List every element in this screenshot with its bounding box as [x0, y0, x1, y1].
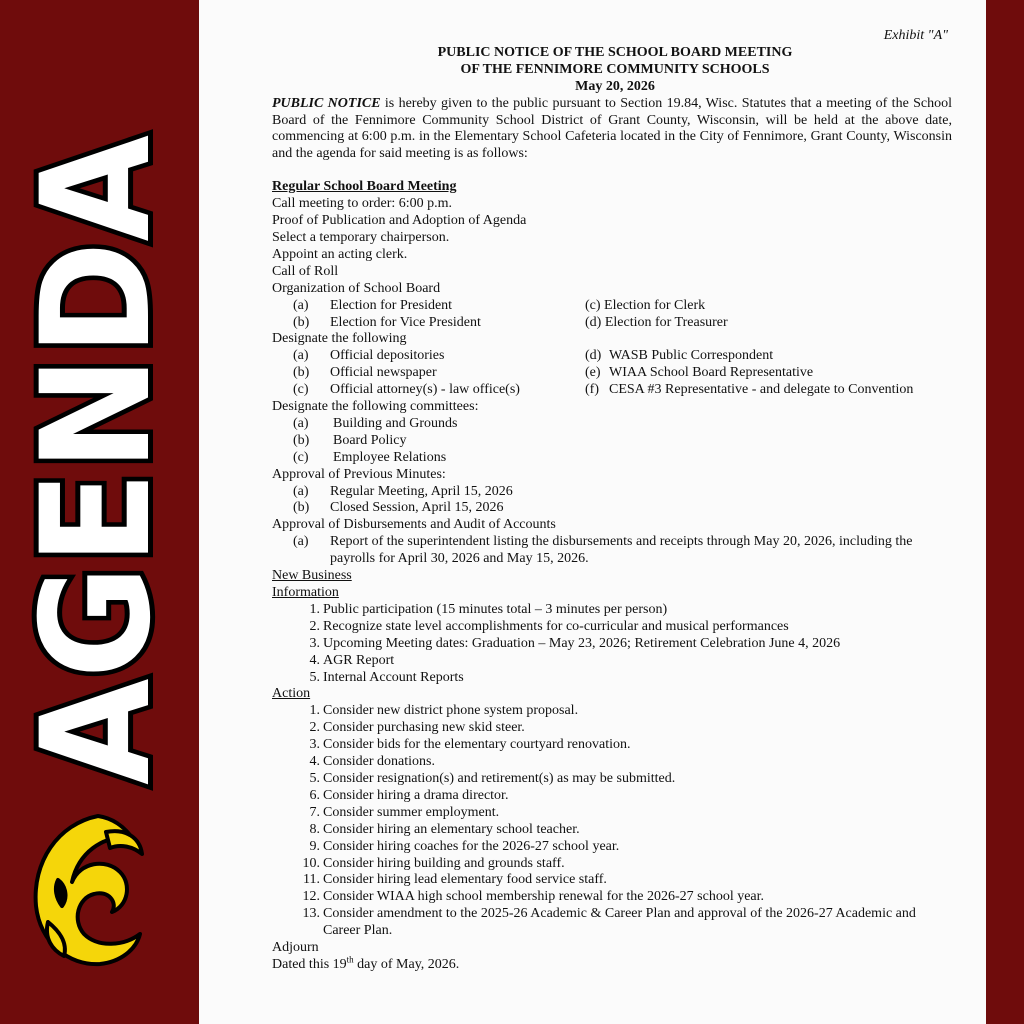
list-item [272, 703, 952, 720]
item-text: Report of the superintendent listing the disbursements and receipts through May 20, 2026, including the payrolls for April 30, 2026 and May 15, 2026. [330, 534, 913, 567]
list-item [272, 382, 952, 399]
item-text: Consider hiring a drama director. [323, 787, 509, 803]
item-text: Closed Session, April 15, 2026 [330, 500, 504, 516]
item-number: 2. [309, 618, 320, 634]
notice-date: May 20, 2026 [575, 78, 655, 94]
list-item [272, 602, 952, 619]
item-text: Consider amendment to the 2025-26 Academic & Career Plan and approval of the 2026-27 Academic and Career Plan. [323, 906, 916, 939]
item-letter: (b) [293, 500, 310, 516]
item-text: Consider summer employment. [323, 804, 500, 820]
item-number: 3. [309, 635, 320, 651]
information-heading: Information [272, 585, 339, 600]
list-item [272, 315, 952, 332]
list-item [272, 450, 952, 467]
item-letter: (a) [293, 297, 309, 313]
list-item [272, 484, 952, 501]
item-number: 1. [309, 703, 320, 719]
action-list [272, 703, 952, 940]
agenda-vertical-title [10, 77, 184, 790]
intro-lead: PUBLIC NOTICE [272, 95, 381, 111]
item-text: Consider hiring coaches for the 2026-27 school year. [323, 838, 620, 854]
item-text: AGR Report [323, 652, 395, 668]
action-heading: Action [272, 686, 311, 702]
item-number: 5. [309, 770, 320, 786]
list-item [272, 889, 952, 906]
item-text: Board Policy [333, 432, 407, 448]
disbursements-title: Approval of Disbursements and Audit of Accounts [272, 517, 556, 533]
item-text: Public participation (15 minutes total – 3 minutes per person) [323, 601, 668, 617]
item-number: 6. [309, 787, 320, 803]
dated-line [272, 954, 952, 974]
item-text: Consider hiring an elementary school teacher. [323, 821, 580, 837]
item-number: 3. [309, 737, 320, 753]
list-item [272, 619, 952, 636]
list-item [272, 872, 952, 889]
intro-text: is hereby given to the public pursuant to Section 19.84, Wisc. Statutes that a meeting of the School Board of the Fennimore Community School District of Grant County, Wisconsin, will be held at the above date, commencing at 6:00 p.m. in the Elementary School Cafeteria located in the City of Fennimore, Grant County, Wisconsin and the agenda for said meeting is as follows: [272, 95, 953, 162]
designate-list [272, 348, 952, 399]
item-text: (d) Election for Treasurer [585, 314, 728, 330]
designate-title: Designate the following [272, 331, 407, 347]
item-letter: (a) [293, 415, 309, 431]
item-text: (c) Election for Clerk [585, 297, 706, 313]
list-item [272, 856, 952, 873]
item-letter: (e) [585, 365, 601, 381]
item-text: WASB Public Correspondent [609, 348, 774, 364]
item-letter: (b) [293, 432, 310, 448]
minutes-list [272, 484, 952, 518]
information-list [272, 602, 952, 687]
item-text: Consider WIAA high school membership renewal for the 2026-27 school year. [323, 889, 765, 905]
list-item [272, 754, 952, 771]
list-item [272, 416, 952, 433]
agenda-line: Call meeting to order: 6:00 p.m. [272, 196, 453, 212]
list-item [272, 365, 952, 382]
list-item [272, 720, 952, 737]
notice-title: PUBLIC NOTICE OF THE SCHOOL BOARD MEETING [437, 44, 793, 60]
list-item [272, 348, 952, 365]
list-item [272, 788, 952, 805]
agenda-line: Select a temporary chairperson. [272, 229, 450, 245]
item-text: Internal Account Reports [323, 669, 464, 685]
item-text: Consider bids for the elementary courtyard renovation. [323, 737, 631, 753]
intro-paragraph [272, 96, 952, 164]
item-number: 4. [309, 754, 320, 770]
new-business-heading: New Business [272, 568, 352, 584]
item-letter: (a) [293, 348, 309, 364]
item-text: Consider hiring lead elementary food service staff. [323, 872, 607, 888]
list-item [272, 771, 952, 788]
item-text: Employee Relations [333, 449, 447, 465]
item-letter: (f) [585, 382, 599, 398]
committees-title: Designate the following committees: [272, 399, 479, 415]
section-heading: Regular School Board Meeting [272, 179, 457, 195]
item-text: Election for President [330, 297, 453, 313]
list-item [272, 500, 952, 517]
item-text: Upcoming Meeting dates: Graduation – May 23, 2026; Retirement Celebration June 4, 2026 [323, 635, 841, 651]
item-number: 13. [302, 906, 320, 922]
list-item [272, 298, 952, 315]
item-text: Election for Vice President [330, 314, 481, 330]
item-number: 10. [302, 855, 320, 871]
item-number: 9. [309, 838, 320, 854]
item-text: Official depositories [330, 348, 445, 364]
item-number: 5. [309, 669, 320, 685]
agenda-title-text: AGENDA [10, 77, 184, 785]
item-text: Recognize state level accomplishments for co-curricular and musical performances [323, 618, 789, 634]
minutes-title: Approval of Previous Minutes: [272, 466, 446, 482]
list-item [272, 636, 952, 653]
item-text: Official newspaper [330, 365, 437, 381]
item-number: 12. [302, 889, 320, 905]
list-item [272, 737, 952, 754]
exhibit-label: Exhibit "A" [883, 28, 948, 43]
organization-list [272, 298, 952, 332]
list-item [272, 534, 952, 568]
item-number: 1. [309, 601, 320, 617]
item-text: Consider resignation(s) and retirement(s) as may be submitted. [323, 770, 676, 786]
agenda-line: Call of Roll [272, 263, 339, 279]
notice-header [272, 45, 952, 96]
agenda-line: Appoint an acting clerk. [272, 246, 408, 262]
item-letter: (d) [585, 348, 602, 364]
item-text: WIAA School Board Representative [609, 365, 814, 381]
item-text: Consider donations. [323, 754, 435, 770]
list-item [272, 433, 952, 450]
opening-items [272, 196, 952, 297]
dated-suffix: day of May, 2026. [353, 956, 460, 972]
notice-subtitle: OF THE FENNIMORE COMMUNITY SCHOOLS [460, 61, 770, 77]
list-item [272, 670, 952, 687]
item-number: 2. [309, 720, 320, 736]
agenda-line: Proof of Publication and Adoption of Agenda [272, 213, 527, 229]
item-letter: (b) [293, 365, 310, 381]
item-letter: (c) [293, 449, 309, 465]
item-text: Consider purchasing new skid steer. [323, 720, 525, 736]
meeting-notice-document [272, 28, 952, 974]
list-item [272, 805, 952, 822]
mascot-eagle-logo [28, 810, 146, 970]
item-text: Building and Grounds [333, 415, 458, 431]
item-text: Official attorney(s) - law office(s) [330, 382, 520, 398]
agenda-line: Organization of School Board [272, 280, 441, 296]
item-letter: (c) [293, 382, 309, 398]
list-item [272, 822, 952, 839]
item-text: CESA #3 Representative - and delegate to Convention [609, 382, 914, 398]
item-text: Consider new district phone system proposal. [323, 703, 579, 719]
list-item [272, 906, 952, 940]
list-item [272, 653, 952, 670]
committees-list [272, 416, 952, 467]
item-text: Regular Meeting, April 15, 2026 [330, 483, 513, 499]
item-number: 8. [309, 821, 320, 837]
list-item [272, 839, 952, 856]
item-number: 4. [309, 652, 320, 668]
item-text: Consider hiring building and grounds staff. [323, 855, 565, 871]
item-letter: (a) [293, 483, 309, 499]
dated-prefix: Dated this 19 [272, 956, 347, 972]
dated-ordinal: th [346, 954, 354, 965]
item-number: 7. [309, 804, 320, 820]
right-maroon-band [986, 0, 1024, 1024]
item-letter: (a) [293, 534, 309, 550]
adjourn-line: Adjourn [272, 940, 319, 956]
item-letter: (b) [293, 314, 310, 330]
item-number: 11. [303, 872, 320, 888]
